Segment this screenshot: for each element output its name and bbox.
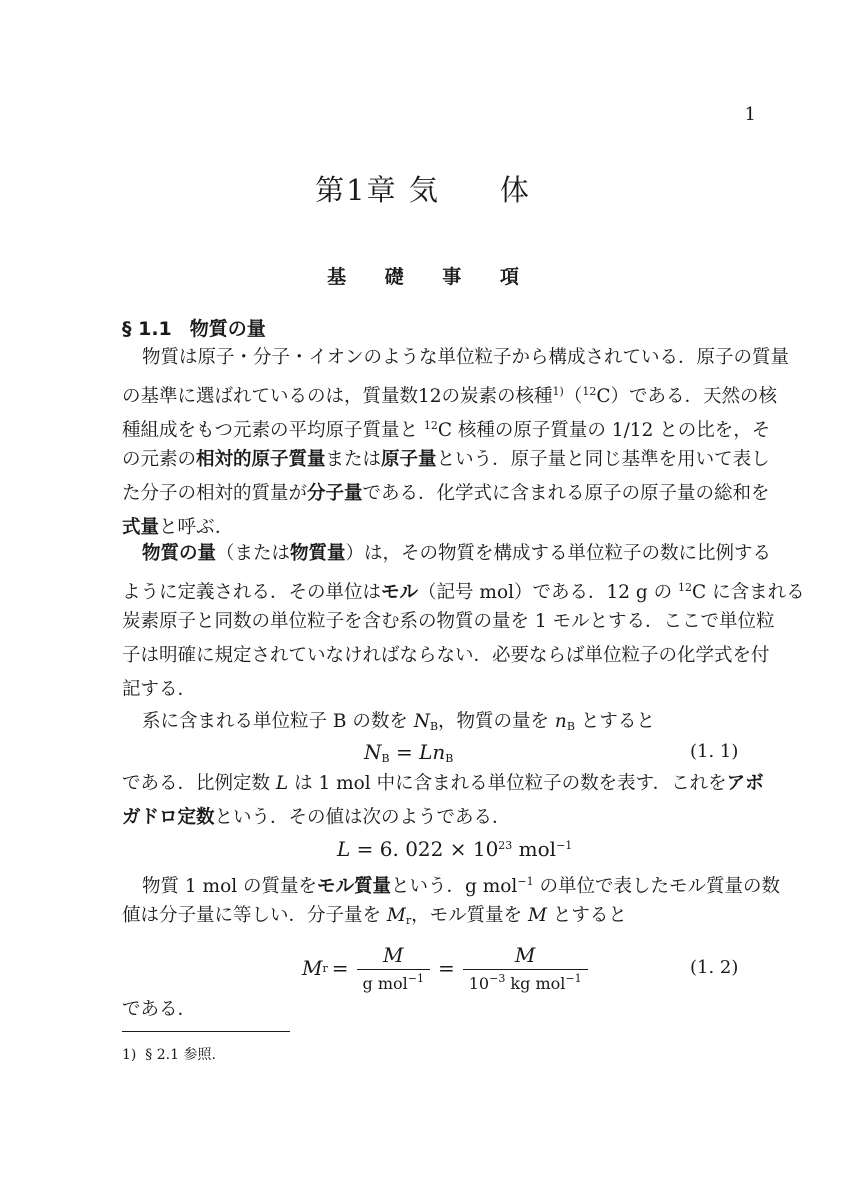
para1-line5: た分子の相対的質量が分子量である．化学式に含まれる原子の原子量の総和を xyxy=(122,483,770,504)
term-substance-amount: 物質量 xyxy=(290,543,346,564)
para5-line1: 物質 1 mol の質量をモル質量という．g mol$^{-1}$ の単位で表したモル質量の数 xyxy=(142,875,780,897)
term-relative-atomic-mass: 相対的原子質量 xyxy=(196,449,326,470)
para1-line6: 式量と呼ぶ． xyxy=(122,517,234,538)
para2-line4: 子は明確に規定されていなければならない．必要ならば単位粒子の化学式を付 xyxy=(122,645,770,666)
para3-line1: 系に含まれる単位粒子 B の数を $N_B$，物質の量を $n_B$ とすると xyxy=(142,711,655,733)
term-avogadro-2: ガドロ定数 xyxy=(122,807,215,828)
para2-line5: 記する． xyxy=(122,679,197,700)
footnote-rule xyxy=(122,1031,290,1032)
para5-line2: 値は分子量に等しい．分子量を $M_r$，モル質量を M とすると xyxy=(122,905,627,927)
para2-line3: 炭素原子と同数の単位粒子を含む系の物質の量を 1 モルとする．ここで単位粒 xyxy=(122,611,775,632)
term-mole: モル xyxy=(381,582,419,603)
chapter-title-part2: 体 xyxy=(499,173,531,207)
section-title: 物質の量 xyxy=(189,318,266,340)
para6-line1: である． xyxy=(122,999,197,1020)
footnote xyxy=(122,1044,216,1064)
section-number: § 1.1 xyxy=(122,318,172,340)
term-molecular-weight: 分子量 xyxy=(307,483,363,504)
para2-line2: ように定義される．その単位はモル（記号 mol）である．12 g の $^{12}$C に含まれる xyxy=(122,581,805,603)
avogadro-value: L = 6. $022 \times 10^{23}$ mol$^{-1}$ xyxy=(337,837,573,861)
para1-line3: 種組成をもつ元素の平均原子質量と $^{12}$C 核種の原子質量の 1/12 との比を，そ xyxy=(122,419,771,441)
section-heading xyxy=(122,314,266,341)
equation-1-1: $N_B = Ln_B$ xyxy=(364,740,454,765)
para1-line2: の基準に選ばれているのは，質量数12の炭素の核種$^{1)}$（$^{12}$C）である．天然の核 xyxy=(122,385,778,407)
term-avogadro-1: アボ xyxy=(726,773,764,794)
footnote-text: § 2.1 参照. xyxy=(145,1047,216,1063)
para2-line1: 物質の量（または物質量）は，その物質を構成する単位粒子の数に比例する xyxy=(142,543,772,564)
chapter-title xyxy=(0,168,846,209)
equation-number-1-2: (1. 2) xyxy=(690,957,739,978)
chapter-title-part1: 気 xyxy=(408,173,440,207)
equation-number-1-1: (1. 1) xyxy=(690,741,739,762)
footnote-mark: 1) xyxy=(122,1047,137,1063)
para4-line2: ガドロ定数という．その値は次のようである． xyxy=(122,807,511,828)
subheading: 基 礎 事 項 xyxy=(327,266,519,288)
term-molar-mass: モル質量 xyxy=(317,876,392,897)
term-formula-weight: 式量 xyxy=(122,517,160,538)
para1-line4: の元素の相対的原子質量または原子量という．原子量と同じ基準を用いて表し xyxy=(122,449,770,470)
fraction-1: $\frac{M}{g mol^{-1}}$ xyxy=(357,943,430,993)
term-amount-of-substance: 物質の量 xyxy=(142,543,217,564)
term-atomic-weight: 原子量 xyxy=(381,449,437,470)
chapter-label: 第1章 xyxy=(315,173,398,207)
para1-line1: 物質は原子・分子・イオンのような単位粒子から構成されている．原子の質量 xyxy=(142,347,789,368)
fraction-2: $\frac{M}{10^{-3} kg mol^{-1}}$ xyxy=(463,943,588,993)
para4-line1: である．比例定数 L は 1 mol 中に含まれる単位粒子の数を表す．これをアボ xyxy=(122,773,764,794)
equation-1-2: M r = $\frac{M}{g mol^{-1}}$ = $\frac{M}{10^{-3} kg mol^{-1}}$ xyxy=(302,943,592,993)
page-number: 1 xyxy=(744,104,756,125)
footnote-ref: 1) xyxy=(552,385,564,398)
